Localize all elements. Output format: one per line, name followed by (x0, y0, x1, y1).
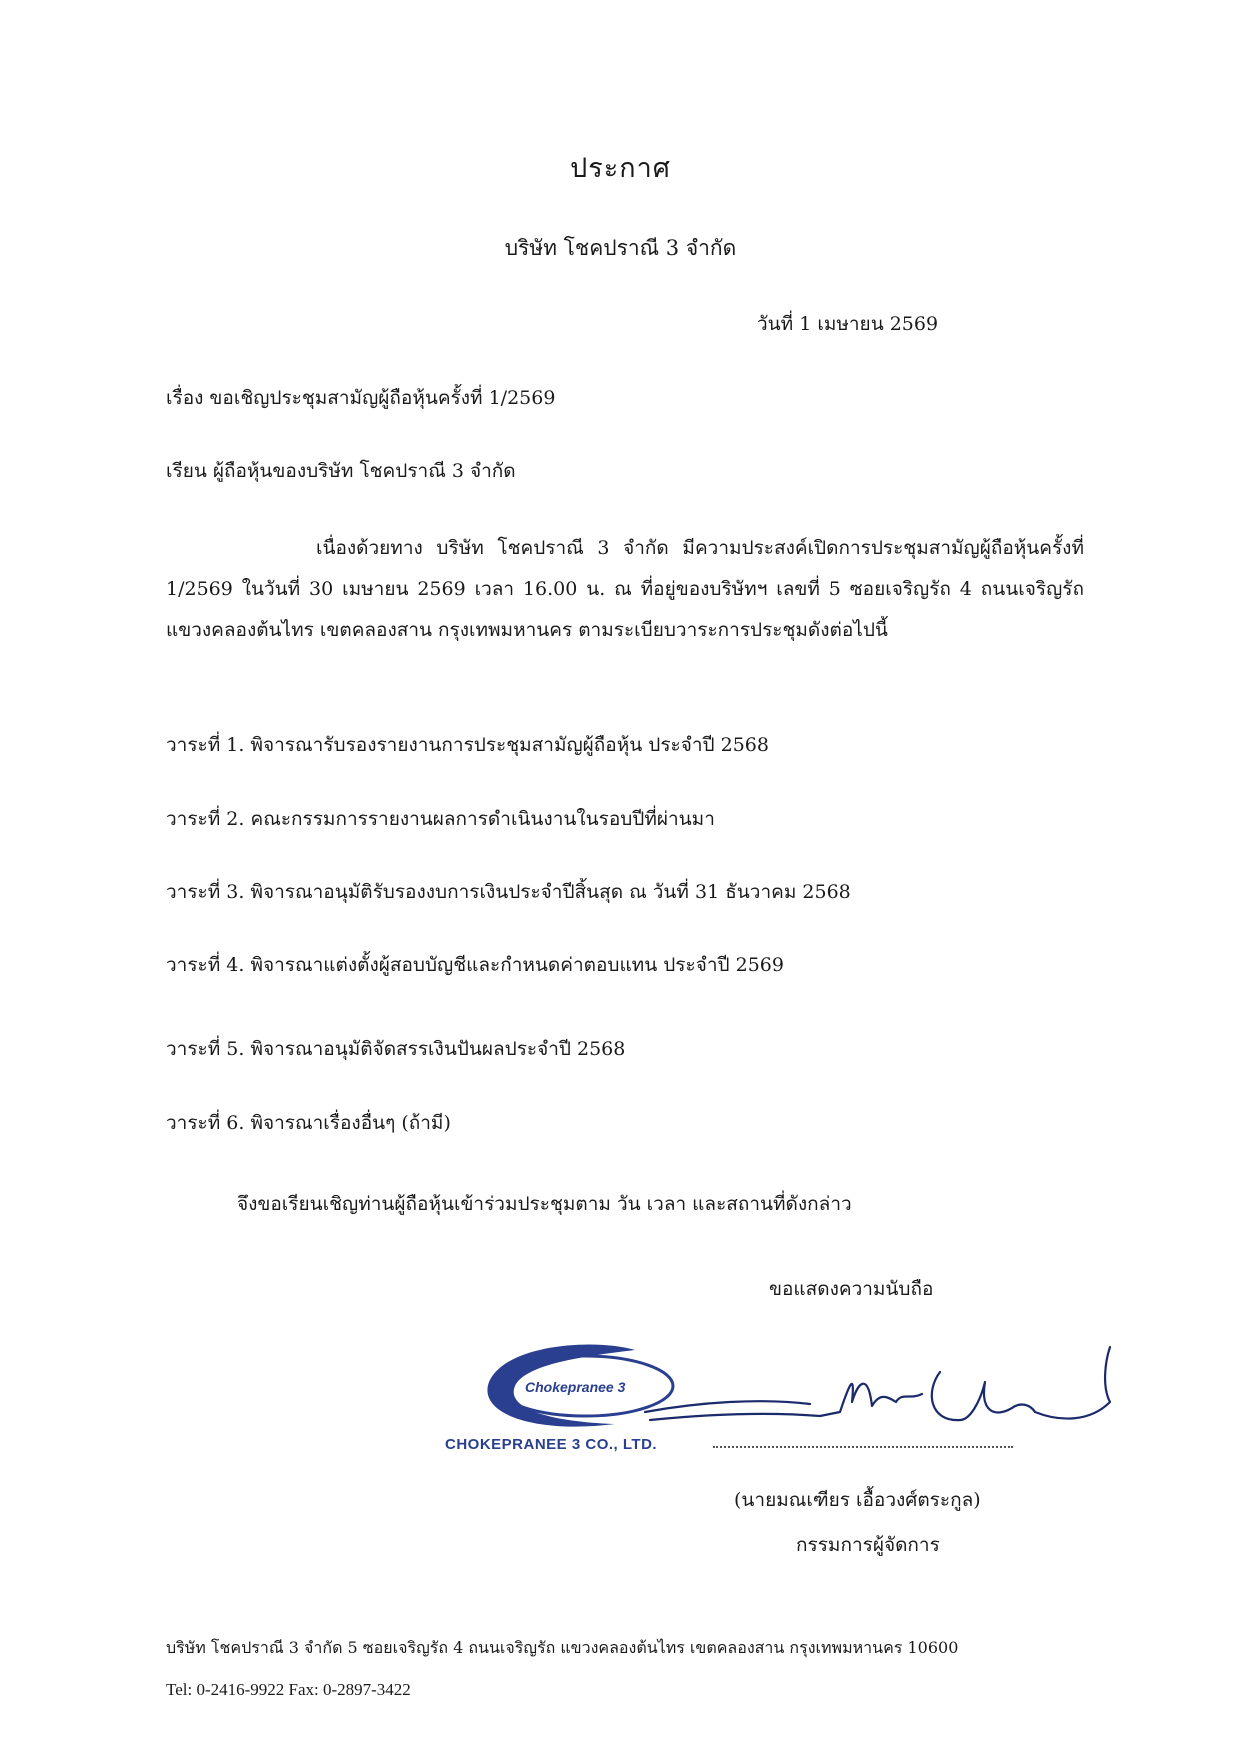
agenda-item-6: วาระที่ 6. พิจารณาเรื่องอื่นๆ (ถ้ามี) (166, 1112, 451, 1134)
company-name: บริษัท โชคปราณี 3 จำกัด (504, 236, 737, 260)
letter-subject: เรื่อง ขอเชิญประชุมสามัญผู้ถือหุ้นครั้งที่ 1/2569 (166, 387, 556, 409)
footer-address: บริษัท โชคปราณี 3 จำกัด 5 ซอยเจริญรัถ 4 ถนนเจริญรัถ แขวงคลองต้นไทร เขตคลองสาน กรุงเทพมหานคร 10600 (166, 1638, 959, 1657)
agenda-item-1: วาระที่ 1. พิจารณารับรองรายงานการประชุมสามัญผู้ถือหุ้น ประจำปี 2568 (166, 734, 769, 756)
letter-salutation: เรียน ผู้ถือหุ้นของบริษัท โชคปราณี 3 จำกัด (166, 460, 516, 482)
signatory-name: (นายมณเฑียร เอื้อวงศ์ตระกูล) (734, 1489, 981, 1511)
agenda-item-2: วาระที่ 2. คณะกรรมการรายงานผลการดำเนินงานในรอบปีที่ผ่านมา (166, 808, 715, 830)
closing-invitation: จึงขอเรียนเชิญท่านผู้ถือหุ้นเข้าร่วมประชุมตาม วัน เวลา และสถานที่ดังกล่าว (237, 1193, 852, 1215)
logo-wordmark: Chokepranee 3 (525, 1379, 626, 1395)
signature (640, 1342, 1115, 1452)
letter-body: เนื่องด้วยทาง บริษัท โชคปราณี 3 จำกัด มีความประสงค์เปิดการประชุมสามัญผู้ถือหุ้นครั้งที่ 1/2569 ในวันที่ 30 เมษายน 2569 เวลา 16.00 น. ณ ที่อยู่ของบริษัทฯ เลขที่ 5 ซอยเจริญรัถ 4 ถนนเจริญรัถ แขวงคลองต้นไทร เขตคลองสาน กรุงเทพมหานคร ตามระเบียบวาระการประชุมดังต่อไปนี้ (166, 537, 1084, 641)
signatory-position: กรรมการผู้จัดการ (796, 1534, 940, 1556)
closing-regards: ขอแสดงความนับถือ (769, 1278, 934, 1300)
agenda-item-4: วาระที่ 4. พิจารณาแต่งตั้งผู้สอบบัญชีและกำหนดค่าตอบแทน ประจำปี 2569 (166, 954, 784, 976)
footer-contact: Tel: 0-2416-9922 Fax: 0-2897-3422 (166, 1680, 411, 1699)
agenda-item-5: วาระที่ 5. พิจารณาอนุมัติจัดสรรเงินปันผลประจำปี 2568 (166, 1038, 626, 1060)
agenda-item-3: วาระที่ 3. พิจารณาอนุมัติรับรองงบการเงินประจำปีสิ้นสุด ณ วันที่ 31 ธันวาคม 2568 (166, 881, 851, 903)
document-date: วันที่ 1 เมษายน 2569 (757, 313, 939, 335)
signature-line (713, 1438, 1013, 1448)
document-title: ประกาศ (570, 153, 671, 184)
stamp-company-name: CHOKEPRANEE 3 CO., LTD. (445, 1436, 658, 1453)
